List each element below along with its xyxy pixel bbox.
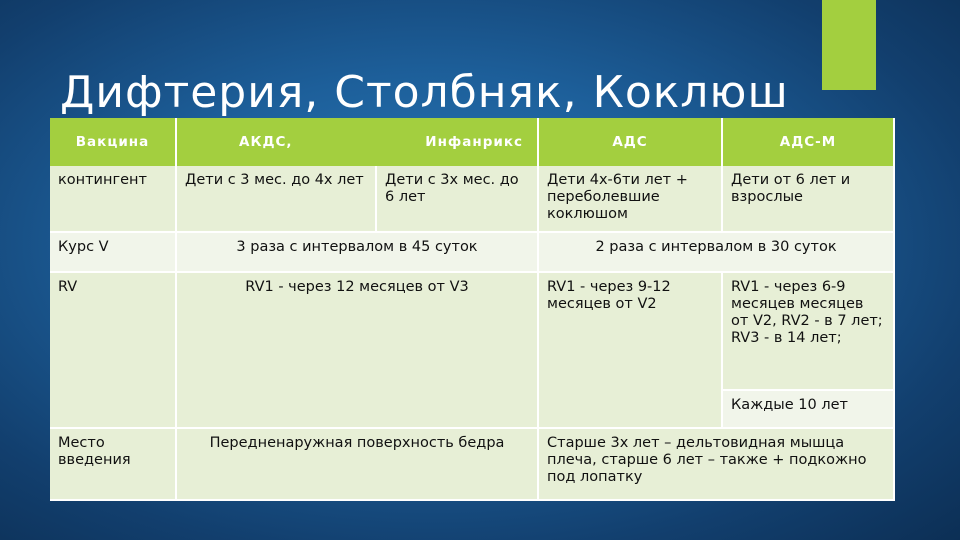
cell-contingent-akds: Дети с 3 мес. до 4х лет [176, 166, 376, 232]
table-row [50, 272, 894, 390]
cell-course-ads-adsm: 2 раза с интервалом в 30 суток [538, 232, 894, 272]
cell-site-akds-infanrix: Передненаружная поверхность бедра [176, 428, 538, 500]
row-label-site: Место введения [50, 428, 176, 500]
row-label-rv: RV [50, 272, 176, 428]
cell-contingent-ads: Дети 4х-6ти лет + переболевшие коклюшом [538, 166, 722, 232]
row-label-course: Курс V [50, 232, 176, 272]
header-akds: АКДС, [239, 134, 293, 150]
cell-contingent-infanrix: Дети с 3х мес. до 6 лет [376, 166, 538, 232]
accent-bar [822, 0, 876, 90]
header-adsm: АДС-М [722, 118, 894, 166]
cell-course-akds-infanrix: 3 раза с интервалом в 45 суток [176, 232, 538, 272]
cell-rv-akds-infanrix: RV1 - через 12 месяцев от V3 [176, 272, 538, 428]
row-label-contingent: контингент [50, 166, 176, 232]
header-vaccine: Вакцина [50, 118, 176, 166]
header-infanrix: Инфанрикс [425, 134, 524, 150]
table-row [50, 428, 894, 500]
cell-rv-adsm-extra: Каждые 10 лет [722, 390, 894, 428]
header-ads: АДС [538, 118, 722, 166]
cell-contingent-adsm: Дети от 6 лет и взрослые [722, 166, 894, 232]
header-akds-infanrix [176, 118, 538, 166]
cell-rv-adsm: RV1 - через 6-9 месяцев месяцев от V2, RV2 - в 7 лет; RV3 - в 14 лет; [722, 272, 894, 390]
table-row [50, 232, 894, 272]
table-header-row [50, 118, 894, 166]
table-row [50, 166, 894, 232]
vaccine-table [50, 118, 895, 501]
page-title: Дифтерия, Столбняк, Коклюш [60, 67, 789, 119]
cell-rv-ads: RV1 - через 9-12 месяцев от V2 [538, 272, 722, 428]
cell-site-ads-adsm: Старше 3х лет – дельтовидная мышца плеча, старше 6 лет – также + подкожно под лопатку [538, 428, 894, 500]
